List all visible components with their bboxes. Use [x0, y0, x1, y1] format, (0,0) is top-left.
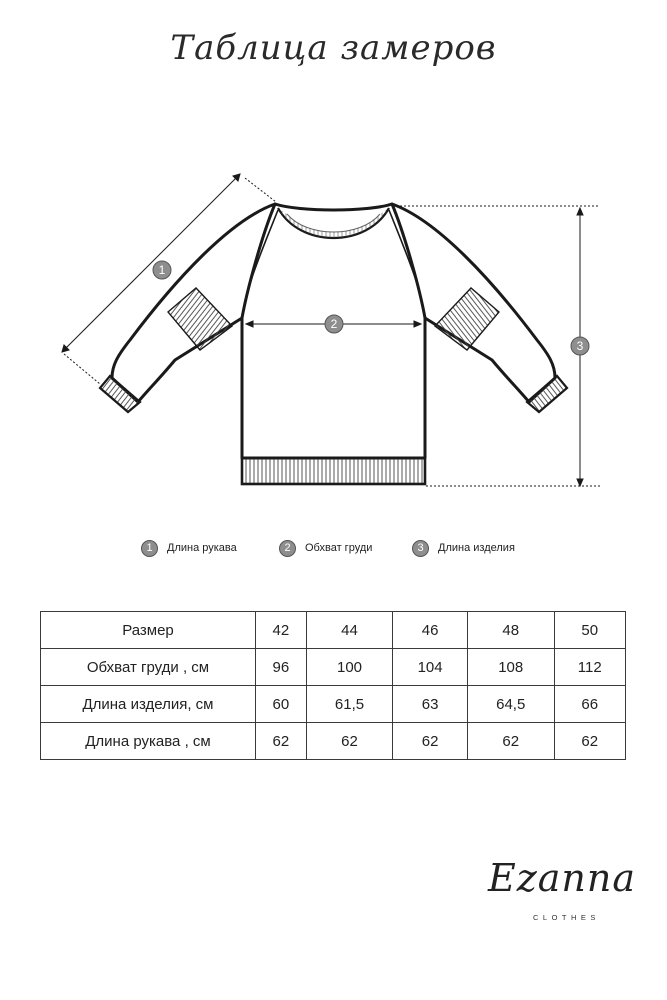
row-label: Длина рукава , см — [41, 723, 256, 760]
table-cell: 112 — [554, 649, 625, 686]
table-cell: 108 — [467, 649, 554, 686]
table-cell: 61,5 — [306, 686, 393, 723]
marker-2-label: 2 — [330, 317, 338, 331]
row-label: Размер — [41, 612, 256, 649]
table-cell: 42 — [256, 612, 307, 649]
brand-name: Ezanna — [488, 856, 637, 900]
table-cell: 46 — [393, 612, 468, 649]
sweater-diagram — [0, 140, 667, 520]
table-cell: 62 — [554, 723, 625, 760]
table-cell: 62 — [306, 723, 393, 760]
hem-band — [242, 458, 425, 484]
table-row — [41, 686, 626, 723]
legend-item-sleeve — [141, 538, 237, 558]
table-cell: 100 — [306, 649, 393, 686]
legend-item-chest — [279, 538, 372, 558]
size-table — [40, 611, 626, 760]
table-cell: 64,5 — [467, 686, 554, 723]
table-cell: 44 — [306, 612, 393, 649]
table-cell: 48 — [467, 612, 554, 649]
table-cell: 63 — [393, 686, 468, 723]
row-label: Длина изделия, см — [41, 686, 256, 723]
row-label: Обхват груди , см — [41, 649, 256, 686]
legend-badge-1: 1 — [141, 540, 158, 557]
legend-label-sleeve: Длина рукава — [167, 542, 237, 554]
marker-3-label: 3 — [576, 339, 584, 353]
legend-label-length: Длина изделия — [438, 542, 515, 554]
table-cell: 104 — [393, 649, 468, 686]
table-row — [41, 649, 626, 686]
table-row — [41, 723, 626, 760]
table-row — [41, 612, 626, 649]
table-cell: 62 — [467, 723, 554, 760]
legend — [0, 538, 667, 558]
legend-item-length — [412, 538, 515, 558]
marker-1-label: 1 — [158, 263, 166, 277]
table-cell: 66 — [554, 686, 625, 723]
table-cell: 62 — [256, 723, 307, 760]
table-cell: 50 — [554, 612, 625, 649]
legend-label-chest: Обхват груди — [305, 542, 373, 554]
brand-tagline: CLOTHES — [533, 913, 600, 922]
brand-logo — [470, 848, 640, 938]
legend-badge-2: 2 — [279, 540, 296, 557]
table-cell: 62 — [393, 723, 468, 760]
table-cell: 60 — [256, 686, 307, 723]
legend-badge-3: 3 — [412, 540, 429, 557]
page-title: Таблица замеров — [170, 28, 497, 68]
table-cell: 96 — [256, 649, 307, 686]
